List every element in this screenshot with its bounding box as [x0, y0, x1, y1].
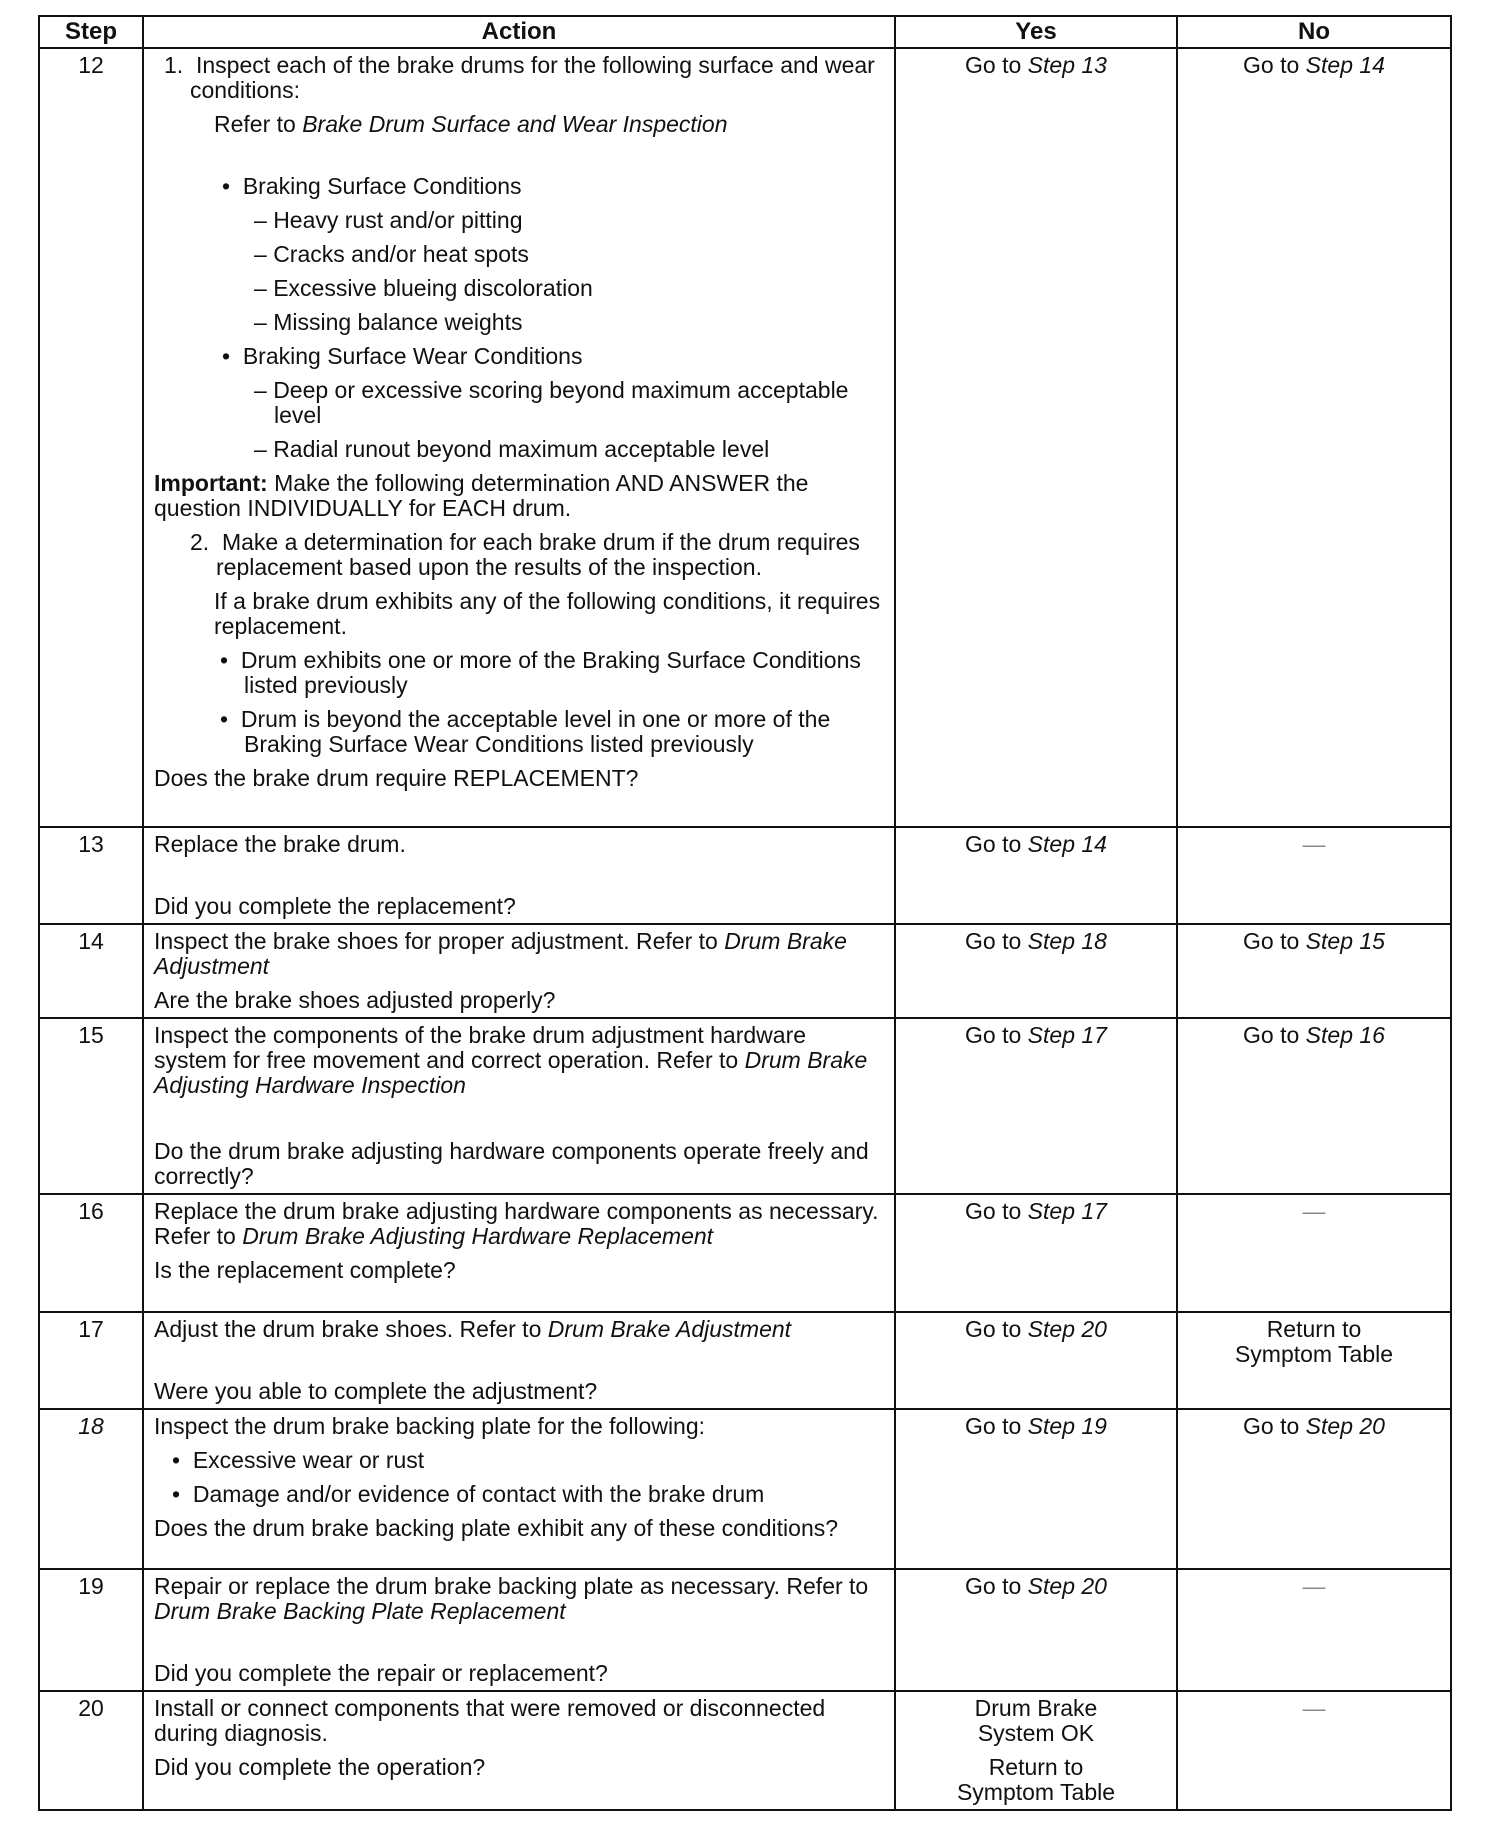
- no-cell[interactable]: Return to Symptom Table: [1177, 1312, 1451, 1409]
- sub-bullet-item: – Excessive blueing discoloration: [254, 275, 593, 301]
- yes-cell[interactable]: Go to Step 14: [895, 827, 1177, 924]
- action-text: Replace the drum brake adjusting hardware components as necessary. Refer to Drum Brake Adjusting Hardware Replacement: [154, 1198, 879, 1249]
- bullet-item: • Braking Surface Conditions: [222, 173, 522, 199]
- table-row-step-13: [39, 827, 1451, 924]
- yes-cell[interactable]: Go to Step 20: [895, 1569, 1177, 1691]
- sub-bullet-item: – Deep or excessive scoring beyond maximum acceptable level: [254, 377, 849, 428]
- reference-link[interactable]: Drum Brake Adjustment: [154, 928, 847, 979]
- question: Were you able to complete the adjustment?: [154, 1378, 598, 1404]
- step-number: 13: [39, 827, 143, 924]
- reference-link[interactable]: Drum Brake Backing Plate Replacement: [154, 1598, 566, 1624]
- yes-result: Drum Brake System OK: [974, 1695, 1098, 1746]
- step-link[interactable]: Step 17: [1027, 1198, 1107, 1224]
- action-text: Install or connect components that were removed or disconnected during diagnosis.: [154, 1695, 826, 1746]
- reference-line: Refer to Brake Drum Surface and Wear Inspection: [214, 111, 728, 137]
- action-cell: [143, 1569, 895, 1691]
- reference-link[interactable]: Drum Brake Adjusting Hardware Replacement: [242, 1223, 714, 1249]
- important-note: Important: Make the following determination AND ANSWER the question INDIVIDUALLY for EACH drum.: [154, 470, 809, 521]
- table-row-step-18: [39, 1409, 1451, 1569]
- yes-cell[interactable]: Go to Step 13: [895, 48, 1177, 827]
- sub-bullet-item: – Missing balance weights: [254, 309, 523, 335]
- action-cell: [143, 924, 895, 1018]
- step-link[interactable]: Step 20: [1305, 1413, 1385, 1439]
- step-link[interactable]: Step 15: [1305, 928, 1385, 954]
- question: Does the drum brake backing plate exhibit any of these conditions?: [154, 1515, 839, 1541]
- sub-bullet-item: – Radial runout beyond maximum acceptable level: [254, 436, 770, 462]
- bullet-item: • Excessive wear or rust: [172, 1447, 425, 1473]
- header-yes: Yes: [895, 16, 1177, 48]
- question: Do the drum brake adjusting hardware components operate freely and correctly?: [154, 1138, 869, 1189]
- step-number: 14: [39, 924, 143, 1018]
- bullet-item: • Drum is beyond the acceptable level in one or more of the Braking Surface Wear Conditions listed previously: [220, 706, 831, 757]
- list-item: 2. Make a determination for each brake drum if the drum requires replacement based upon the results of the inspection.: [190, 529, 860, 580]
- table-row-step-12: [39, 48, 1451, 827]
- bullet-item: • Damage and/or evidence of contact with the brake drum: [172, 1481, 765, 1507]
- no-cell[interactable]: Go to Step 15: [1177, 924, 1451, 1018]
- no-cell-empty: —: [1177, 1691, 1451, 1810]
- table-row-step-20: [39, 1691, 1451, 1810]
- action-text: Inspect the drum brake backing plate for the following:: [154, 1413, 706, 1439]
- no-cell-empty: —: [1177, 1194, 1451, 1312]
- step-number: 20: [39, 1691, 143, 1810]
- action-cell: [143, 1691, 895, 1810]
- action-cell: [143, 827, 895, 924]
- yes-cell[interactable]: Go to Step 17: [895, 1018, 1177, 1194]
- sub-bullet-item: – Heavy rust and/or pitting: [254, 207, 523, 233]
- header-row: [39, 16, 1451, 48]
- step-link[interactable]: Step 14: [1027, 831, 1107, 857]
- reference-link[interactable]: Brake Drum Surface and Wear Inspection: [302, 111, 728, 137]
- table-row-step-19: [39, 1569, 1451, 1691]
- table-row-step-14: [39, 924, 1451, 1018]
- header-action: Action: [143, 16, 895, 48]
- bullet-item: • Braking Surface Wear Conditions: [222, 343, 583, 369]
- action-text: Adjust the drum brake shoes. Refer to Drum Brake Adjustment: [154, 1316, 792, 1342]
- question: Did you complete the replacement?: [154, 893, 516, 919]
- step-link[interactable]: Step 14: [1305, 52, 1385, 78]
- action-cell: [143, 1409, 895, 1569]
- action-text: Repair or replace the drum brake backing plate as necessary. Refer to Drum Brake Backing Plate Replacement: [154, 1573, 869, 1624]
- step-link[interactable]: Step 16: [1305, 1022, 1385, 1048]
- step-number: 15: [39, 1018, 143, 1194]
- no-cell[interactable]: Go to Step 20: [1177, 1409, 1451, 1569]
- step-link[interactable]: Step 18: [1027, 928, 1107, 954]
- step-number: 12: [39, 48, 143, 827]
- step-number: 19: [39, 1569, 143, 1691]
- step-link[interactable]: Step 17: [1027, 1022, 1107, 1048]
- question: Did you complete the operation?: [154, 1754, 486, 1780]
- no-cell-empty: —: [1177, 827, 1451, 924]
- no-cell[interactable]: Go to Step 14: [1177, 48, 1451, 827]
- action-cell: [143, 48, 895, 827]
- bullet-item: • Drum exhibits one or more of the Braking Surface Conditions listed previously: [220, 647, 861, 698]
- yes-cell[interactable]: Go to Step 20: [895, 1312, 1177, 1409]
- yes-cell[interactable]: Go to Step 17: [895, 1194, 1177, 1312]
- list-item: 1. Inspect each of the brake drums for the following surface and wear conditions:: [164, 52, 875, 103]
- step-link[interactable]: Step 20: [1027, 1573, 1107, 1599]
- question: Is the replacement complete?: [154, 1257, 456, 1283]
- no-cell[interactable]: Go to Step 16: [1177, 1018, 1451, 1194]
- yes-cell[interactable]: Go to Step 19: [895, 1409, 1177, 1569]
- question: Does the brake drum require REPLACEMENT?: [154, 765, 639, 791]
- step-number: 18: [39, 1409, 143, 1569]
- table-row-step-17: [39, 1312, 1451, 1409]
- yes-return-link[interactable]: Return to Symptom Table: [956, 1754, 1116, 1805]
- action-cell: [143, 1312, 895, 1409]
- step-number: 17: [39, 1312, 143, 1409]
- action-text: Inspect the brake shoes for proper adjustment. Refer to Drum Brake Adjustment: [154, 928, 847, 979]
- action-cell: [143, 1194, 895, 1312]
- diagnostic-table: [38, 15, 1452, 1811]
- table-row-step-15: [39, 1018, 1451, 1194]
- step-number: 16: [39, 1194, 143, 1312]
- table-row-step-16: [39, 1194, 1451, 1312]
- yes-cell[interactable]: [895, 1691, 1177, 1810]
- action-text: Replace the brake drum.: [154, 831, 406, 857]
- action-cell: [143, 1018, 895, 1194]
- reference-link[interactable]: Drum Brake Adjustment: [547, 1316, 792, 1342]
- yes-cell[interactable]: Go to Step 18: [895, 924, 1177, 1018]
- question: Are the brake shoes adjusted properly?: [154, 987, 556, 1013]
- action-text: Inspect the components of the brake drum adjustment hardware system for free movement and correct operation. Refer to Drum Brake Adjusting Hardware Inspection: [154, 1022, 868, 1098]
- step-link[interactable]: Step 20: [1027, 1316, 1107, 1342]
- step-link[interactable]: Step 13: [1027, 52, 1107, 78]
- step-link[interactable]: Step 19: [1027, 1413, 1107, 1439]
- no-cell-empty: —: [1177, 1569, 1451, 1691]
- header-step: Step: [39, 16, 143, 48]
- header-no: No: [1177, 16, 1451, 48]
- reference-link[interactable]: Drum Brake Adjusting Hardware Inspection: [154, 1047, 868, 1098]
- question: Did you complete the repair or replacement?: [154, 1660, 608, 1686]
- sub-bullet-item: – Cracks and/or heat spots: [254, 241, 529, 267]
- note-line: If a brake drum exhibits any of the following conditions, it requires replacement.: [214, 588, 881, 639]
